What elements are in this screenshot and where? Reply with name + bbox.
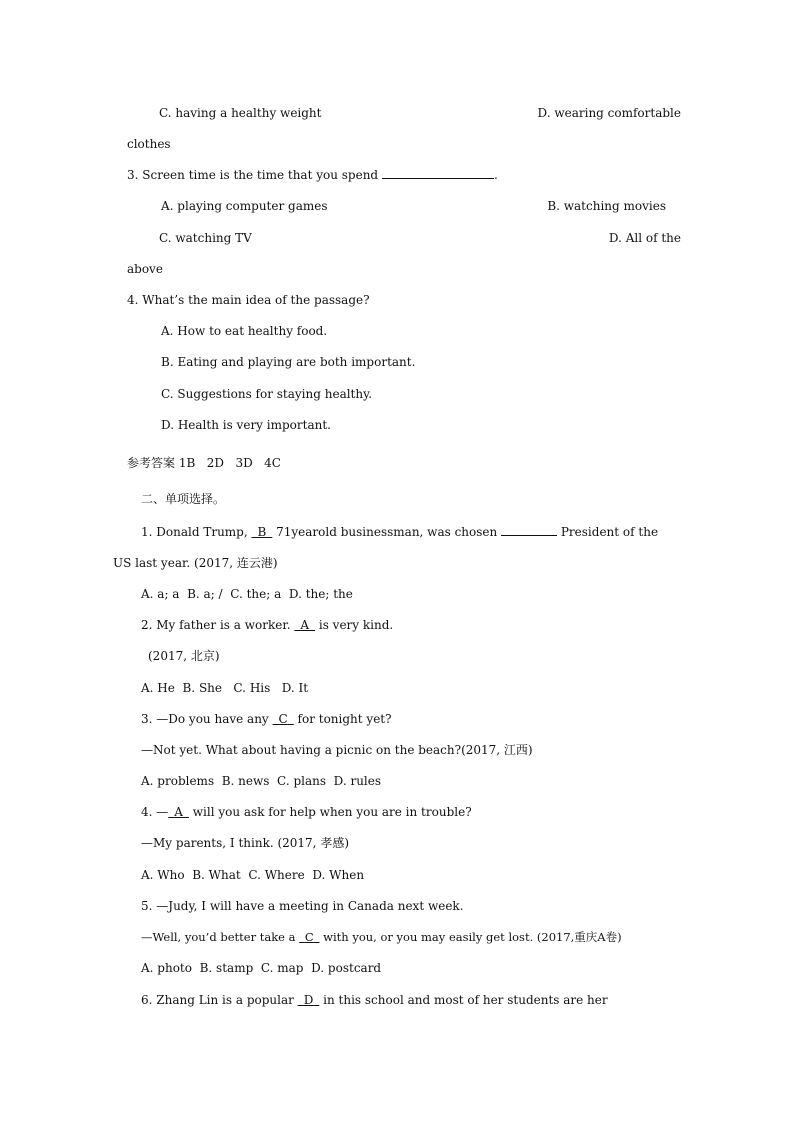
q4-option-c: C. Suggestions for staying healthy. <box>161 387 373 401</box>
q3-option-b: B. watching movies <box>547 199 666 213</box>
q2-options-cd <box>127 105 681 121</box>
item5-options: A. photo B. stamp C. map D. postcard <box>141 961 382 975</box>
q3-option-d: D. All of the <box>608 231 681 245</box>
q4-option-b: B. Eating and playing are both important. <box>161 355 416 369</box>
item5-answer: C <box>304 930 314 944</box>
item4-line1: 4. — A will you ask for help when you are in trouble? <box>141 805 472 819</box>
q3-option-c: C. watching TV <box>159 231 252 245</box>
answer-key <box>127 455 281 471</box>
q3-stem: 3. Screen time is the time that you spend . <box>127 168 498 182</box>
item3-options: A. problems B. news C. plans D. rules <box>141 774 382 788</box>
q4-option-a: A. How to eat healthy food. <box>161 324 328 338</box>
item3-line1: 3. —Do you have any C for tonight yet? <box>141 712 392 726</box>
item1-line2: US last year. (2017, 连云港) <box>113 556 278 570</box>
item2-answer: A <box>300 618 310 632</box>
item1-options: A. a; a B. a; / C. the; a D. the; the <box>141 587 353 601</box>
q2-option-c: C. having a healthy weight <box>159 106 322 120</box>
item3-answer: C <box>278 712 288 726</box>
q3-blank <box>382 167 494 179</box>
answer-key-label: 参考答案 <box>127 456 176 470</box>
item4-answer: A <box>174 805 183 819</box>
item6-line1: 6. Zhang Lin is a popular D in this school and most of her students are her <box>141 993 608 1007</box>
q2-option-d: D. wearing comfortable <box>537 106 681 120</box>
item5-line2: —Well, you’d better take a C with you, or you may easily get lost. (2017,重庆A卷) <box>141 930 622 944</box>
item5-line1: 5. —Judy, I will have a meeting in Canada next week. <box>141 899 464 913</box>
q3-options-cd <box>159 230 681 246</box>
item2-line2: (2017, 北京) <box>148 649 220 663</box>
q4-stem: 4. What’s the main idea of the passage? <box>127 293 370 307</box>
q3-option-d-wrap: above <box>127 262 163 276</box>
q3-option-a: A. playing computer games <box>161 199 328 213</box>
item6-answer: D <box>303 993 314 1007</box>
q2-option-d-wrap: clothes <box>127 137 171 151</box>
item2-options: A. He B. She C. His D. It <box>141 681 309 695</box>
item4-line2: —My parents, I think. (2017, 孝感) <box>141 836 349 850</box>
section2-heading: 二、单项选择。 <box>141 492 226 506</box>
item1-blank <box>501 524 557 536</box>
item2-line1: 2. My father is a worker. A is very kind. <box>141 618 394 632</box>
item4-options: A. Who B. What C. Where D. When <box>141 868 365 882</box>
answer-key-text: 1B 2D 3D 4C <box>178 456 281 470</box>
q4-option-d: D. Health is very important. <box>161 418 331 432</box>
q3-options-ab <box>161 198 666 214</box>
item1-answer: B <box>257 525 267 539</box>
item1-line1: 1. Donald Trump, B 71yearold businessman, was chosen President of the <box>141 525 659 539</box>
item3-line2: —Not yet. What about having a picnic on the beach?(2017, 江西) <box>141 743 533 757</box>
